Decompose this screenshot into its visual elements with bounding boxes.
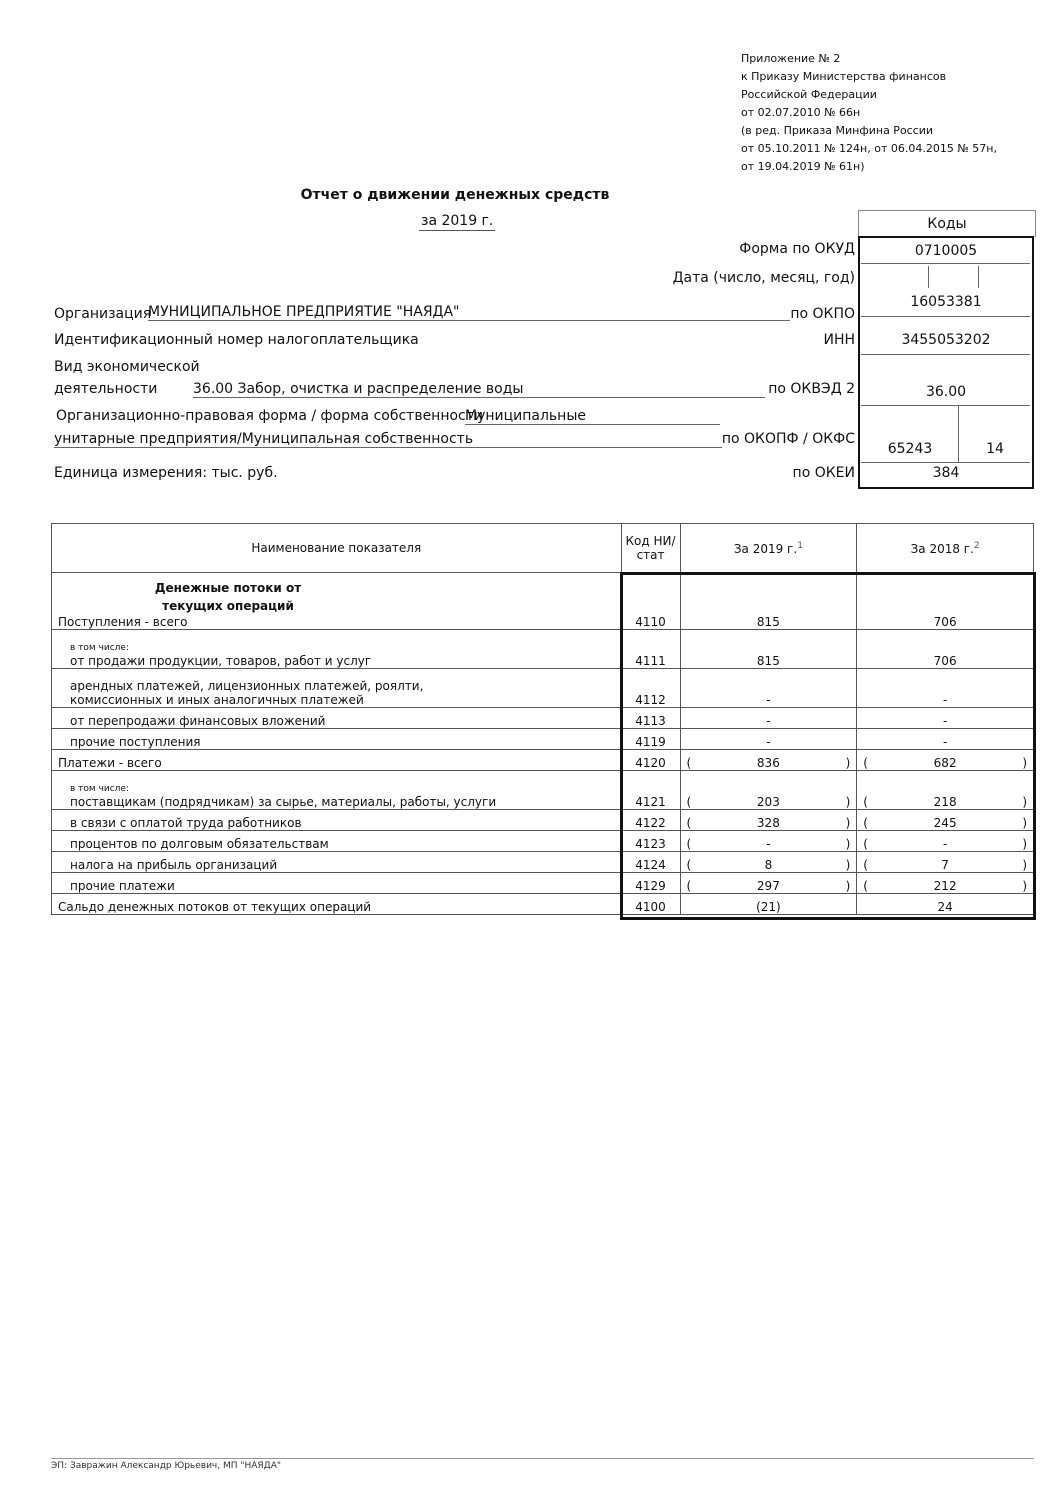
row-value-2019: ( - ) [680, 831, 857, 852]
row-value-2018: ( 7 ) [857, 852, 1034, 873]
row-name [52, 669, 622, 708]
row-value-2019: ( 8 ) [680, 852, 857, 873]
okpo-label: по ОКПО [790, 306, 855, 322]
codes-header: Коды [858, 210, 1036, 237]
row-value-2019: (21) [680, 894, 857, 915]
footnote-mark: 1 [797, 540, 803, 551]
cash-flow-table [51, 523, 1034, 915]
value: - [766, 837, 771, 851]
row-value-2019: ( 836 ) [680, 750, 857, 771]
row-code: 4122 [621, 810, 680, 831]
row-label: комиссионных и иных аналогичных платежей [70, 693, 364, 707]
row-value-2018: - [857, 708, 1034, 729]
value: 682 [933, 756, 957, 770]
row-value-2018: ( - ) [857, 831, 1034, 852]
table-row [52, 873, 1034, 894]
row-value-2019: 815 [680, 630, 857, 669]
okfs-value: 14 [986, 441, 1004, 457]
value: 8 [764, 858, 773, 872]
row-value-2018: ( 245 ) [857, 810, 1034, 831]
value: 836 [756, 756, 780, 770]
row-code: 4129 [621, 873, 680, 894]
org-name: МУНИЦИПАЛЬНОЕ ПРЕДПРИЯТИЕ "НАЯДА" [148, 304, 790, 321]
row-code: 4100 [621, 894, 680, 915]
activity-label: Вид экономической [54, 359, 200, 375]
inn-label: ИНН [823, 332, 855, 348]
table-row [52, 831, 1034, 852]
value: 212 [933, 879, 957, 893]
row-value-2018: - [857, 669, 1034, 708]
activity-value: 36.00 Забор, очистка и распределение воды [193, 381, 765, 398]
org-label: Организация [54, 306, 152, 322]
report-period: за 2019 г. [421, 213, 494, 229]
okei-value: 384 [932, 465, 960, 481]
value: 245 [933, 816, 957, 830]
value: 328 [756, 816, 780, 830]
table-row [52, 852, 1034, 873]
signature-note: ЭП: Завражин Александр Юрьевич, МП "НАЯДА" [51, 1461, 281, 1471]
row-value-2019: 815 [680, 573, 857, 630]
divider [861, 405, 1030, 406]
table-row [52, 810, 1034, 831]
table-row [52, 708, 1034, 729]
row-value-2018: 24 [857, 894, 1034, 915]
row-value-2018: ( 218 ) [857, 771, 1034, 810]
col-header-name: Наименование показателя [52, 524, 622, 573]
row-label: поставщикам (подрядчикам) за сырье, материалы, работы, услуги [70, 795, 497, 809]
value: 203 [756, 795, 780, 809]
col-header-2019 [680, 524, 857, 573]
divider [861, 354, 1030, 355]
year-label: За 2018 г. [910, 541, 974, 556]
row-value-2018: ( 682 ) [857, 750, 1034, 771]
legal-form-label: Организационно-правовая форма / форма собственности [56, 408, 483, 424]
section-title [58, 579, 398, 615]
row-value-2019: - [680, 708, 857, 729]
footnote-mark: 2 [973, 540, 980, 551]
table-row [52, 771, 1034, 810]
divider [861, 263, 1030, 264]
row-value-2018: 706 [857, 630, 1034, 669]
appendix-line: (в ред. Приказа Минфина России [741, 124, 934, 137]
value: - [942, 837, 948, 851]
row-code: 4121 [621, 771, 680, 810]
row-value-2019: - [680, 669, 857, 708]
row-value-2018: ( 212 ) [857, 873, 1034, 894]
okud-value: 0710005 [914, 243, 978, 259]
footer-divider [51, 1458, 1034, 1459]
row-value-2019: ( 297 ) [680, 873, 857, 894]
legal-form-value: Муниципальные [465, 408, 720, 425]
row-label: налога на прибыль организаций [52, 852, 622, 873]
date-label: Дата (число, месяц, год) [672, 270, 855, 286]
row-code: 4113 [621, 708, 680, 729]
row-label: прочие поступления [52, 729, 622, 750]
row-label: процентов по долговым обязательствам [52, 831, 622, 852]
row-code: 4110 [621, 573, 680, 630]
table-row [52, 750, 1034, 771]
divider [958, 405, 959, 462]
row-code: 4123 [621, 831, 680, 852]
row-code: 4119 [621, 729, 680, 750]
appendix-line: к Приказу Министерства финансов [741, 70, 947, 83]
row-label: Сальдо денежных потоков от текущих операций [52, 894, 622, 915]
row-label: Платежи - всего [52, 750, 622, 771]
divider [861, 462, 1030, 463]
divider [861, 316, 1030, 317]
row-prefix: в том числе: [70, 784, 130, 794]
okpo-value: 16053381 [910, 294, 982, 310]
row-label: от продажи продукции, товаров, работ и услуг [70, 654, 372, 668]
row-label: арендных платежей, лицензионных платежей, роялти, [70, 679, 424, 693]
appendix-line: Приложение № 2 [741, 52, 841, 65]
okud-label: Форма по ОКУД [739, 241, 855, 257]
row-value-2019: - [680, 729, 857, 750]
divider [978, 266, 979, 288]
okei-label: по ОКЕИ [792, 465, 855, 481]
section-title-line: текущих операций [162, 599, 294, 613]
row-name [52, 630, 622, 669]
row-label: от перепродажи финансовых вложений [52, 708, 622, 729]
value: 297 [756, 879, 780, 893]
appendix-line: Российской Федерации [741, 88, 877, 101]
appendix-line: от 19.04.2019 № 61н) [741, 160, 865, 173]
inn-value: 3455053202 [901, 332, 991, 348]
okopf-label: по ОКОПФ / ОКФС [721, 431, 855, 447]
row-label: прочие платежи [52, 873, 622, 894]
table-row [52, 894, 1034, 915]
row-code: 4124 [621, 852, 680, 873]
okved-value: 36.00 [925, 384, 967, 400]
unit-label: Единица измерения: тыс. руб. [54, 465, 278, 481]
col-header-2018 [857, 524, 1034, 573]
row-label: Поступления - всего [58, 615, 188, 629]
row-name [52, 573, 622, 630]
row-code: 4111 [621, 630, 680, 669]
appendix-note [741, 50, 997, 176]
value: 7 [941, 858, 949, 872]
row-value-2018: 706 [857, 573, 1034, 630]
table-row [52, 573, 1034, 630]
row-code: 4112 [621, 669, 680, 708]
appendix-line: от 05.10.2011 № 124н, от 06.04.2015 № 57н, [741, 142, 997, 155]
row-name [52, 771, 622, 810]
row-prefix: в том числе: [70, 643, 130, 653]
appendix-line: от 02.07.2010 № 66н [741, 106, 861, 119]
inn-full-label: Идентификационный номер налогоплательщика [54, 332, 419, 348]
divider [928, 266, 929, 288]
section-title-line: Денежные потоки от [154, 581, 302, 595]
year-label: За 2019 г. [733, 541, 798, 556]
table-row [52, 630, 1034, 669]
row-code: 4120 [621, 750, 680, 771]
activity-label: деятельности [54, 381, 158, 397]
row-value-2019: ( 328 ) [680, 810, 857, 831]
table-row [52, 669, 1034, 708]
row-value-2018: - [857, 729, 1034, 750]
okopf-value: 65243 [887, 441, 933, 457]
table-header-row [52, 524, 1034, 573]
col-header-code: Код НИ/ стат [621, 524, 680, 573]
value: 218 [933, 795, 957, 809]
report-title: Отчет о движении денежных средств [300, 187, 610, 203]
row-label: в связи с оплатой труда работников [52, 810, 622, 831]
legal-form-value: унитарные предприятия/Муниципальная собственность [54, 431, 722, 448]
table-row [52, 729, 1034, 750]
row-value-2019: ( 203 ) [680, 771, 857, 810]
okved-label: по ОКВЭД 2 [768, 381, 855, 397]
